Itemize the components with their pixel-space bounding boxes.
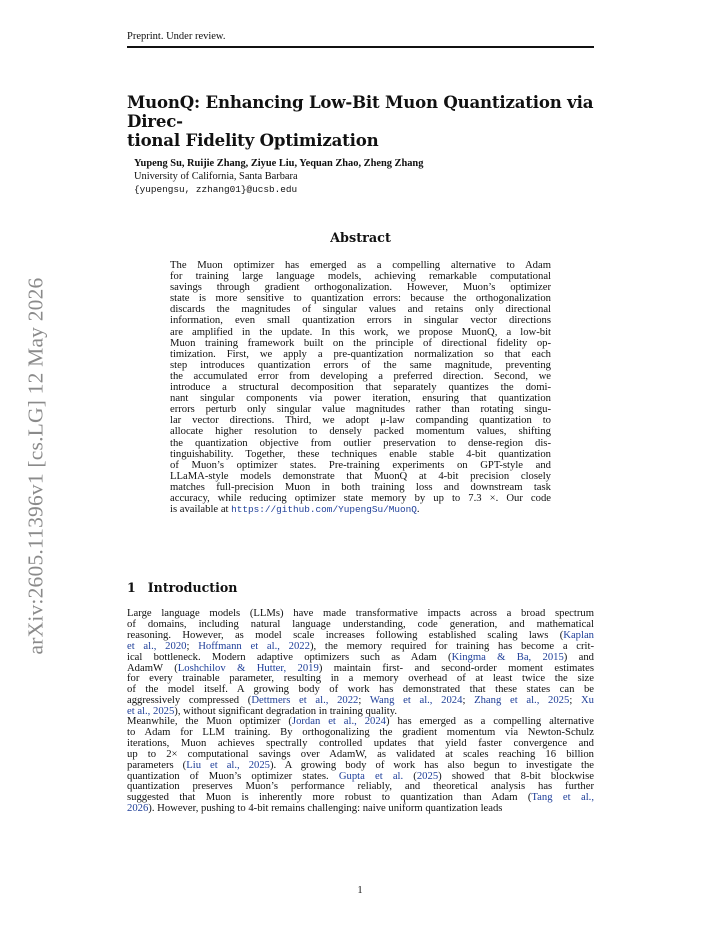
paragraph-text: quantization of Muon’s optimizer states. bbox=[127, 770, 339, 782]
abstract-text: is available at bbox=[170, 504, 232, 516]
title-line: MuonQ: Enhancing Low-Bit Muon Quantization via Direc- bbox=[127, 92, 594, 131]
paper-title bbox=[127, 93, 599, 150]
paragraph-text: ). However, pushing to 4-bit remains challenging: naive uniform quantization leads bbox=[148, 803, 503, 815]
paragraph-text: aggressively compressed ( bbox=[127, 695, 252, 707]
abstract-line: state is more sensitive to quantization errors: because the orthogonalization bbox=[170, 293, 551, 305]
abstract-line: introduce a structural decomposition that separately quantizes the domi- bbox=[170, 382, 551, 394]
abstract-line: discards the magnitudes of singular values and retains only directional bbox=[170, 304, 551, 316]
abstract-line: the accumulated error from developing a preferred direction. Second, we bbox=[170, 370, 551, 382]
paragraph-text: ) showed that 8-bit blockwise bbox=[438, 770, 594, 782]
paragraph-text: quantization preserves Muon’s performance reliably, and theoretical analysis has further bbox=[127, 781, 594, 793]
intro-paragraph-1 bbox=[127, 609, 594, 718]
citation-link[interactable]: Kaplan bbox=[563, 629, 594, 641]
abstract-line-last bbox=[170, 504, 551, 515]
citation-link[interactable]: et al., 2020 bbox=[127, 640, 187, 652]
abstract-body bbox=[170, 260, 551, 515]
citation-link[interactable]: Tang et al., bbox=[531, 792, 594, 804]
citation-link[interactable]: Kingma & Ba, 2015 bbox=[451, 651, 564, 663]
paragraph-text: iterations, Muon achieves spectrally controlled updates that yield faster convergence and bbox=[127, 737, 594, 749]
paragraph-text: suggested that Muon is inherently more robust to quantization than Adam ( bbox=[127, 792, 532, 804]
abstract-line: lar vector directions. Third, we adopt μ-law companding quantization to bbox=[170, 415, 551, 427]
citation-link[interactable]: Wang et al., 2024 bbox=[369, 695, 463, 707]
paragraph-text: of the model itself. A growing body of work has demonstrated that these states can be bbox=[127, 684, 594, 696]
section-title: Introduction bbox=[147, 580, 238, 595]
abstract-line: of Muon’s optimizer states. Pre-training experiments on GPT-style and bbox=[170, 459, 551, 471]
citation-link[interactable]: Gupta et al. bbox=[338, 770, 404, 782]
citation-link[interactable]: et al., 2025 bbox=[127, 706, 175, 718]
paragraph-text: ; bbox=[186, 640, 199, 652]
paragraph-text: to Adam for LLM training. By orthogonalizing the gradient momentum via Newton-Schulz bbox=[127, 726, 594, 738]
citation-link[interactable]: Hoffmann et al., 2022 bbox=[198, 640, 310, 652]
paragraph-text: up to 2× computational savings over AdamW, as validated at scales reaching 16 billion bbox=[127, 748, 594, 760]
paragraph-text: ical bottleneck. Modern adaptive optimizers such as Adam ( bbox=[127, 651, 452, 663]
page-number: 1 bbox=[357, 885, 363, 896]
abstract-line: nant singular components via power iteration, ensuring that quantization bbox=[170, 393, 551, 405]
author-email: {yupengsu, zzhang01}@ucsb.edu bbox=[134, 184, 298, 195]
abstract-heading: Abstract bbox=[330, 231, 391, 246]
abstract-line: tinguishability. Together, these techniques enable stable 4-bit quantization bbox=[170, 448, 551, 460]
abstract-line: errors perturb only singular value magnitudes rather than rotating singu- bbox=[170, 404, 551, 416]
abstract-line: LLaMA-style models demonstrate that MuonQ at 4-bit precision closely bbox=[170, 470, 551, 482]
intro-paragraph-2 bbox=[127, 717, 594, 815]
paragraph-line bbox=[127, 804, 594, 815]
citation-link[interactable]: Liu et al., 2025 bbox=[186, 759, 270, 771]
section-heading-introduction bbox=[127, 580, 237, 595]
abstract-line: The Muon optimizer has emerged as a compelling alternative to Adam bbox=[170, 260, 551, 271]
paragraph-text: ), without significant degradation in training quality. bbox=[174, 706, 397, 718]
github-link[interactable]: https://github.com/YupengSu/MuonQ bbox=[231, 504, 417, 516]
arxiv-stamp: arXiv:2605.11396v1 [cs.LG] 12 May 2026 bbox=[23, 277, 48, 655]
header-rule bbox=[127, 46, 594, 48]
citation-link[interactable]: Zhang et al., 2025 bbox=[474, 695, 570, 707]
abstract-text: . bbox=[416, 504, 420, 516]
paragraph-text: parameters ( bbox=[127, 759, 187, 771]
citation-link[interactable]: 2025 bbox=[416, 770, 439, 782]
paragraph-text: ( bbox=[403, 770, 417, 782]
affiliation: University of California, Santa Barbara bbox=[134, 171, 298, 182]
citation-link[interactable]: Loshchilov & Hutter, 2019 bbox=[177, 662, 319, 674]
abstract-line: are amplified in the update. In this work, we propose MuonQ, a low-bit bbox=[170, 326, 551, 338]
citation-link[interactable]: Jordan et al., 2024 bbox=[291, 716, 386, 727]
section-number: 1 bbox=[127, 580, 136, 595]
paragraph-text: ), the memory required for training has become a crit- bbox=[309, 640, 595, 652]
abstract-line: for training large language models, achieving remarkable computational bbox=[170, 271, 551, 283]
abstract-line: allocate higher resolution to densely packed momentum values, shifting bbox=[170, 426, 551, 438]
paragraph-text: ) and bbox=[563, 651, 594, 663]
author-list: Yupeng Su, Ruijie Zhang, Ziyue Liu, Yequan Zhao, Zheng Zhang bbox=[134, 158, 424, 169]
paragraph-text: Meanwhile, the Muon optimizer ( bbox=[127, 716, 292, 727]
running-header: Preprint. Under review. bbox=[127, 31, 226, 42]
citation-link[interactable]: 2026 bbox=[127, 803, 149, 815]
citation-link[interactable]: Dettmers et al., 2022 bbox=[251, 695, 359, 707]
abstract-line: accuracy, while reducing optimizer state memory by up to 7.3 ×. Our code bbox=[170, 492, 551, 504]
paragraph-text: ; bbox=[358, 695, 370, 707]
abstract-line: information, even small quantization errors in singular vector directions bbox=[170, 315, 551, 327]
paragraph-text: for every trainable parameter, resulting in a memory overhead of at least twice the size bbox=[127, 673, 594, 685]
title-line: tional Fidelity Optimization bbox=[127, 130, 379, 150]
paragraph-text: AdamW ( bbox=[127, 662, 178, 674]
paragraph-text: ; bbox=[462, 695, 475, 707]
paragraph-text: ). A growing body of work has also begun to investigate the bbox=[270, 759, 594, 771]
paragraph-text: ; bbox=[569, 695, 581, 707]
abstract-line: the quantization objective from outlier preservation to dense-region dis- bbox=[170, 437, 551, 449]
paragraph-text: of domains, including natural language understanding, code generation, and mathematical bbox=[127, 618, 594, 630]
paragraph-text: Large language models (LLMs) have made transformative impacts across a broad spectrum bbox=[127, 608, 594, 619]
abstract-line: Muon training framework built on the principle of directional fidelity op- bbox=[170, 337, 551, 349]
paragraph-text: reasoning. However, as model scale increases following established scaling laws ( bbox=[127, 629, 564, 641]
abstract-line: savings through gradient orthogonalization. However, Muon’s optimizer bbox=[170, 282, 551, 294]
paragraph-text: ) has emerged as a compelling alternative bbox=[385, 716, 594, 727]
citation-link[interactable]: Xu bbox=[580, 695, 594, 707]
paragraph-text: ) maintain first- and second-order moment estimates bbox=[318, 662, 594, 674]
abstract-line: step introduces quantization errors of the same magnitude, preventing bbox=[170, 359, 551, 371]
abstract-line: matches full-precision Muon in both training loss and downstream task bbox=[170, 481, 551, 493]
abstract-line: timization. First, we apply a pre-quantization normalization so that each bbox=[170, 348, 551, 360]
